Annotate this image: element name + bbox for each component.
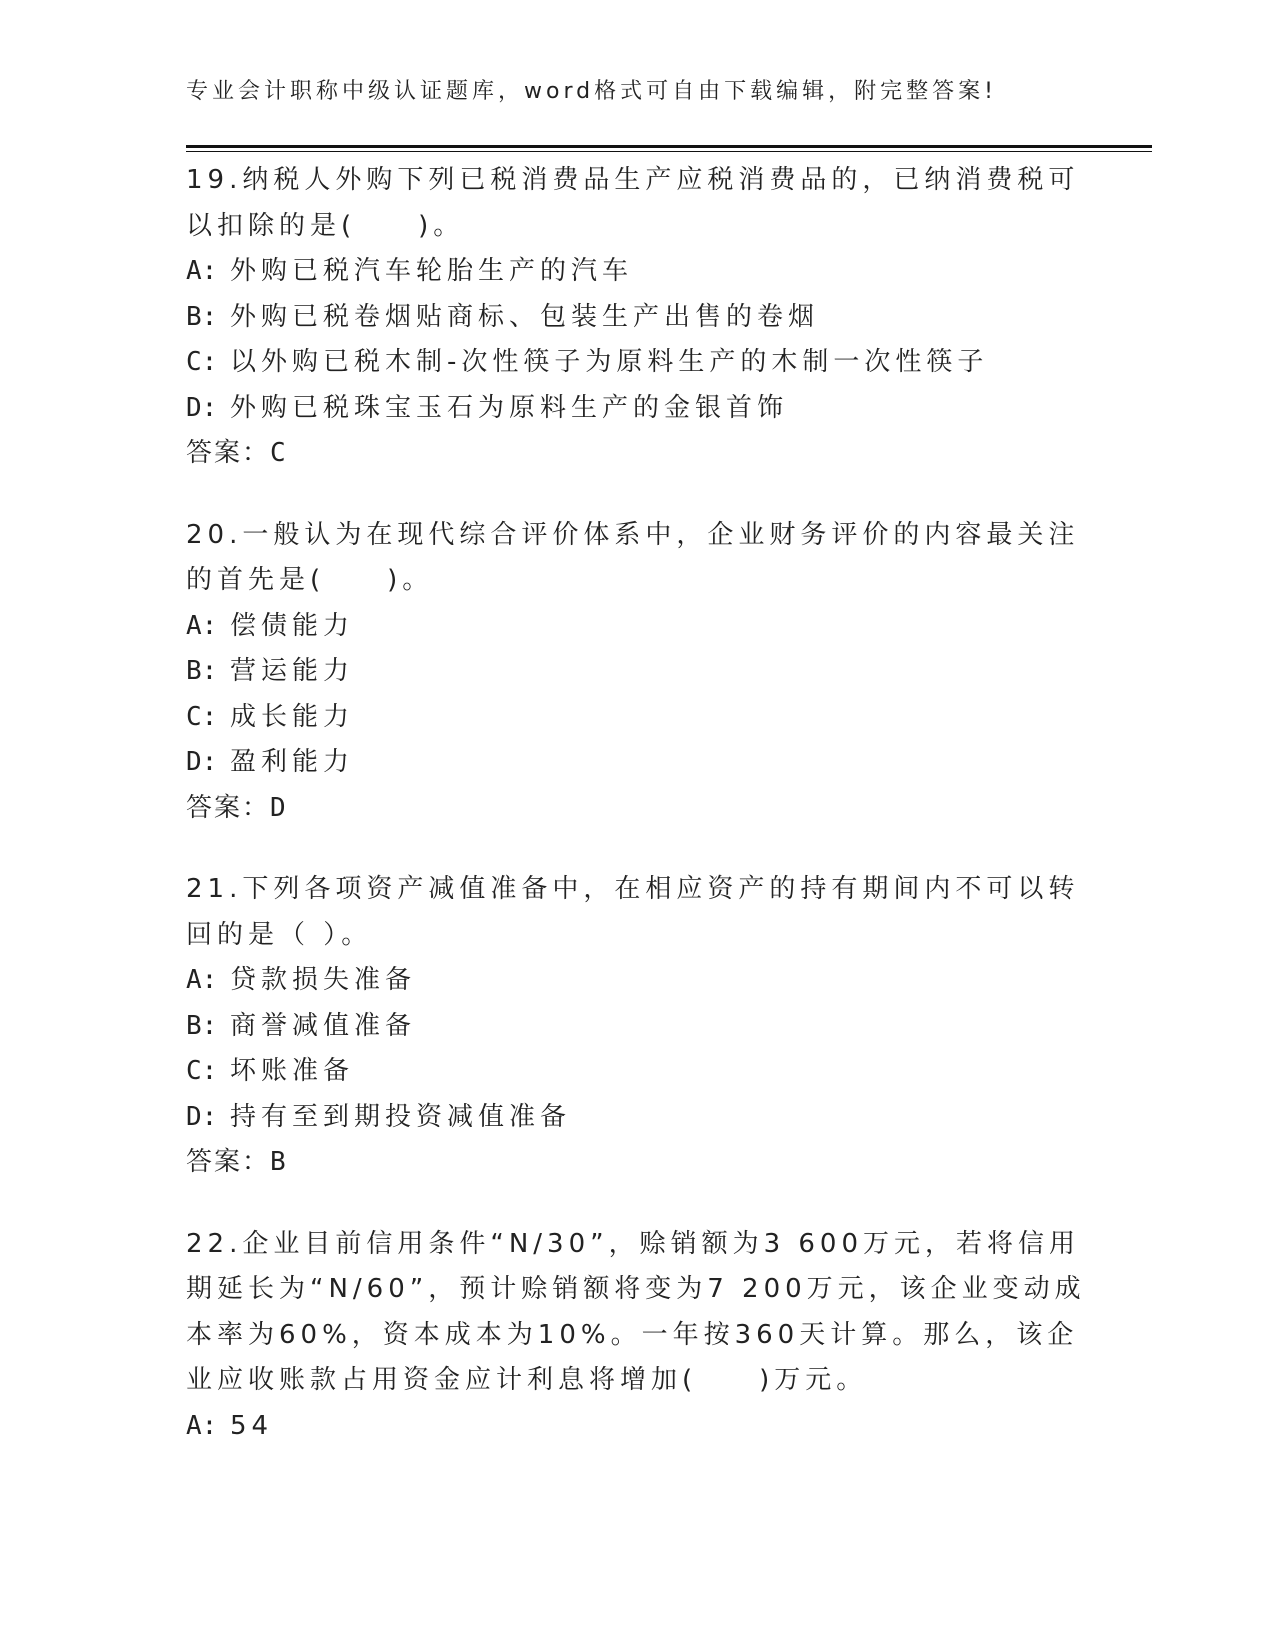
option-letter: A:	[186, 610, 218, 641]
header-rule-thin	[186, 151, 1152, 152]
option-text: 成长能力	[230, 701, 355, 732]
answer-line	[186, 431, 1086, 477]
question-list	[186, 158, 1086, 1485]
answer-label: 答案：	[186, 792, 271, 823]
option-letter: B:	[186, 301, 218, 332]
answer-value: C	[270, 438, 288, 468]
option-letter: A:	[186, 256, 218, 286]
option-text: 坏账准备	[230, 1056, 355, 1086]
option-text: 贷款损失准备	[230, 965, 417, 995]
option-text: 外购已税汽车轮胎生产的汽车	[230, 256, 634, 286]
option-letter: D:	[186, 1101, 218, 1132]
answer-label: 答案：	[186, 438, 271, 468]
option-letter: C:	[186, 701, 218, 732]
option-c	[186, 340, 1086, 386]
option-a	[186, 604, 1086, 650]
option-a	[186, 249, 1086, 295]
question-19	[186, 158, 1086, 477]
option-c	[186, 1049, 1086, 1095]
question-stem: 19.纳税人外购下列已税消费品生产应税消费品的，已纳消费税可以扣除的是( )。	[186, 165, 1080, 241]
option-a	[186, 1404, 1086, 1450]
question-21	[186, 867, 1086, 1186]
header-rule-thick	[186, 145, 1152, 148]
option-d	[186, 386, 1086, 432]
option-c	[186, 695, 1086, 741]
option-letter: D:	[186, 747, 218, 777]
option-letter: B:	[186, 1010, 218, 1041]
answer-line	[186, 1140, 1086, 1186]
page-header: 专业会计职称中级认证题库，word格式可自由下载编辑，附完整答案!	[186, 79, 997, 104]
option-b	[186, 295, 1086, 341]
option-text: 外购已税卷烟贴商标、包装生产出售的卷烟	[230, 301, 820, 332]
option-letter: C:	[186, 347, 218, 377]
option-letter: D:	[186, 392, 218, 423]
option-text: 以外购已税木制-次性筷子为原料生产的木制一次性筷子	[230, 347, 989, 377]
option-b	[186, 649, 1086, 695]
option-d	[186, 740, 1086, 786]
option-text: 54	[230, 1410, 274, 1441]
question-stem: 20.一般认为在现代综合评价体系中，企业财务评价的内容最关注的首先是( )。	[186, 519, 1080, 595]
option-text: 持有至到期投资减值准备	[230, 1101, 572, 1132]
question-stem: 21.下列各项资产减值准备中，在相应资产的持有期间内不可以转回的是（ ）。	[186, 874, 1080, 950]
option-a	[186, 958, 1086, 1004]
answer-value: B	[270, 1147, 288, 1177]
option-letter: A:	[186, 1410, 218, 1441]
option-text: 盈利能力	[230, 747, 355, 777]
option-text: 商誉减值准备	[230, 1010, 417, 1041]
option-letter: C:	[186, 1056, 218, 1086]
option-text: 偿债能力	[230, 610, 355, 641]
option-text: 外购已税珠宝玉石为原料生产的金银首饰	[230, 392, 789, 423]
option-letter: B:	[186, 656, 218, 686]
question-20	[186, 513, 1086, 832]
answer-value: D	[270, 792, 288, 823]
option-letter: A:	[186, 965, 218, 995]
answer-line	[186, 786, 1086, 832]
option-d	[186, 1095, 1086, 1141]
question-stem: 22.企业目前信用条件“N/30”，赊销额为3 600万元，若将信用期延长为“N/60”，预计赊销额将变为7 200万元，该企业变动成本率为60%，资本成本为10%。一年按360天计算。那么，该企业应收账款占用资金应计利息将增加( )万元。	[186, 1228, 1086, 1395]
answer-label: 答案：	[186, 1147, 271, 1177]
option-b	[186, 1004, 1086, 1050]
option-text: 营运能力	[230, 656, 355, 686]
question-22	[186, 1222, 1086, 1450]
